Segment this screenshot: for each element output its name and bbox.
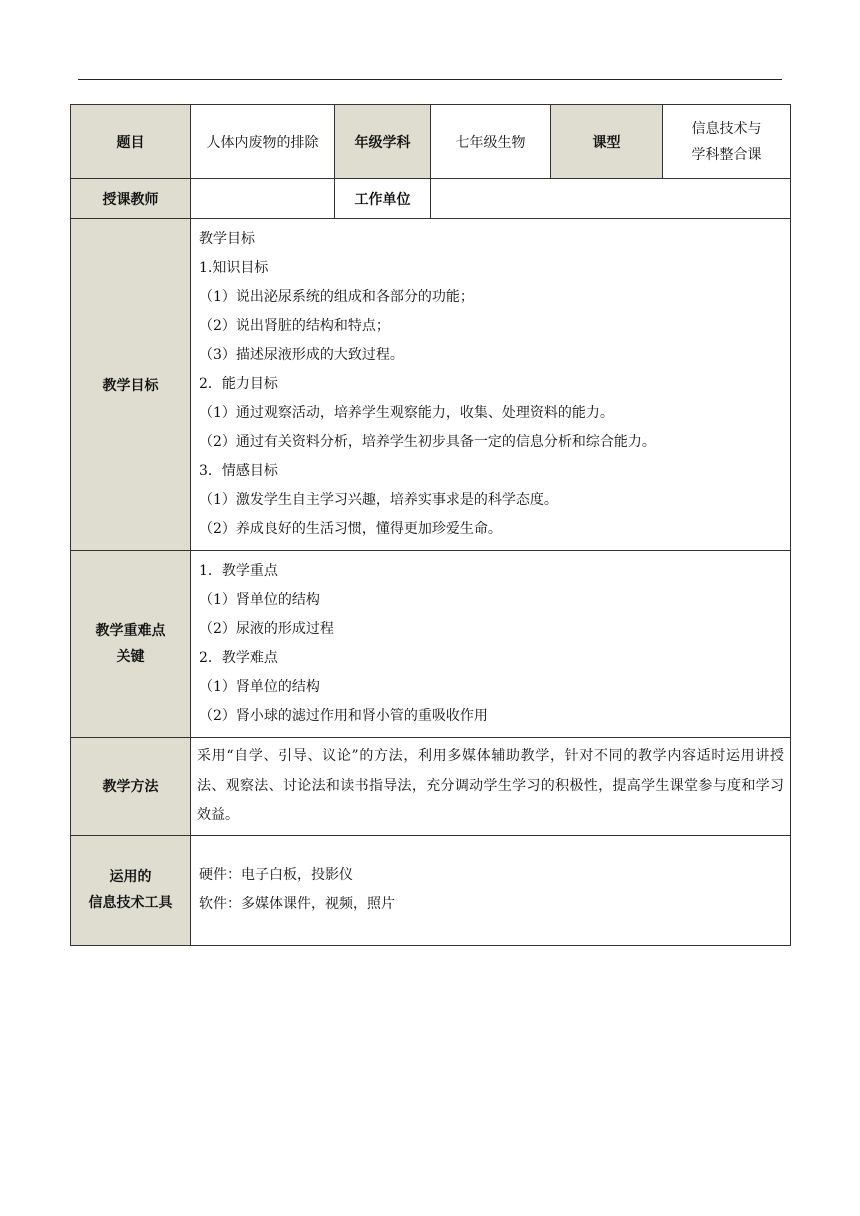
- method-row: [71, 738, 791, 836]
- tools-label: [71, 835, 191, 945]
- method-text: 采用“自学、引导、议论”的方法，利用多媒体辅助教学，针对不同的教学内容适时运用讲授法、观察法、讨论法和读书指导法，充分调动学生学习的积极性，提高学生课堂参与度和学习效益。: [197, 748, 784, 823]
- objectives-lines: [191, 219, 790, 550]
- key-points-line: 2．教学难点: [199, 650, 278, 666]
- unit-value: [431, 179, 791, 219]
- teacher-value: [191, 179, 335, 219]
- key-points-lines: [191, 551, 790, 737]
- objectives-row: [71, 219, 791, 551]
- type-value: [663, 105, 791, 179]
- unit-label: 工作单位: [335, 179, 431, 219]
- key-points-label-line1: 教学重难点: [95, 623, 166, 639]
- tools-software: 软件：多媒体课件，视频，照片: [199, 896, 395, 912]
- key-points-line: （2）尿液的形成过程: [199, 621, 334, 637]
- teacher-row: [71, 179, 791, 219]
- topic-label: 题目: [71, 105, 191, 179]
- objectives-line: （3）描述尿液形成的大致过程。: [199, 347, 404, 363]
- key-points-line: 1．教学重点: [199, 563, 278, 579]
- key-points-label: [71, 551, 191, 738]
- objectives-label: 教学目标: [71, 219, 191, 551]
- method-content: [191, 738, 791, 836]
- tools-lines: [191, 861, 790, 919]
- lesson-plan-table: [70, 104, 791, 946]
- key-points-row: [71, 551, 791, 738]
- grade-value: 七年级生物: [431, 105, 551, 179]
- key-points-line: （1）肾单位的结构: [199, 592, 320, 608]
- objectives-line: （1）激发学生自主学习兴趣，培养实事求是的科学态度。: [199, 492, 558, 508]
- method-label: 教学方法: [71, 738, 191, 836]
- objectives-line: 2．能力目标: [199, 376, 278, 392]
- objectives-line: （1）说出泌尿系统的组成和各部分的功能；: [199, 289, 474, 305]
- objectives-line: （2）说出肾脏的结构和特点；: [199, 318, 390, 334]
- objectives-line: （2）通过有关资料分析，培养学生初步具备一定的信息分析和综合能力。: [199, 434, 656, 450]
- objectives-line: （1）通过观察活动，培养学生观察能力，收集、处理资料的能力。: [199, 405, 614, 421]
- objectives-line: 1.知识目标: [199, 260, 269, 276]
- topic-row: [71, 105, 791, 179]
- tools-label-line2: 信息技术工具: [88, 895, 173, 911]
- tools-label-line1: 运用的: [109, 869, 152, 885]
- type-label: 课型: [551, 105, 663, 179]
- tools-row: [71, 835, 791, 945]
- grade-label: 年级学科: [335, 105, 431, 179]
- key-points-label-line2: 关键: [116, 649, 145, 665]
- key-points-line: （2）肾小球的滤过作用和肾小管的重吸收作用: [199, 708, 488, 724]
- key-points-content: [191, 551, 791, 738]
- objectives-line: 3．情感目标: [199, 463, 278, 479]
- type-value-line2: 学科整合课: [691, 146, 762, 163]
- teacher-label: 授课教师: [71, 179, 191, 219]
- header-rule: [78, 79, 782, 80]
- tools-content: [191, 835, 791, 945]
- topic-value: 人体内废物的排除: [191, 105, 335, 179]
- objectives-content: [191, 219, 791, 551]
- type-value-line1: 信息技术与: [691, 120, 762, 137]
- tools-hardware: 硬件：电子白板，投影仪: [199, 867, 353, 883]
- key-points-line: （1）肾单位的结构: [199, 679, 320, 695]
- objectives-line: 教学目标: [199, 231, 255, 247]
- objectives-line: （2）养成良好的生活习惯，懂得更加珍爱生命。: [199, 521, 502, 537]
